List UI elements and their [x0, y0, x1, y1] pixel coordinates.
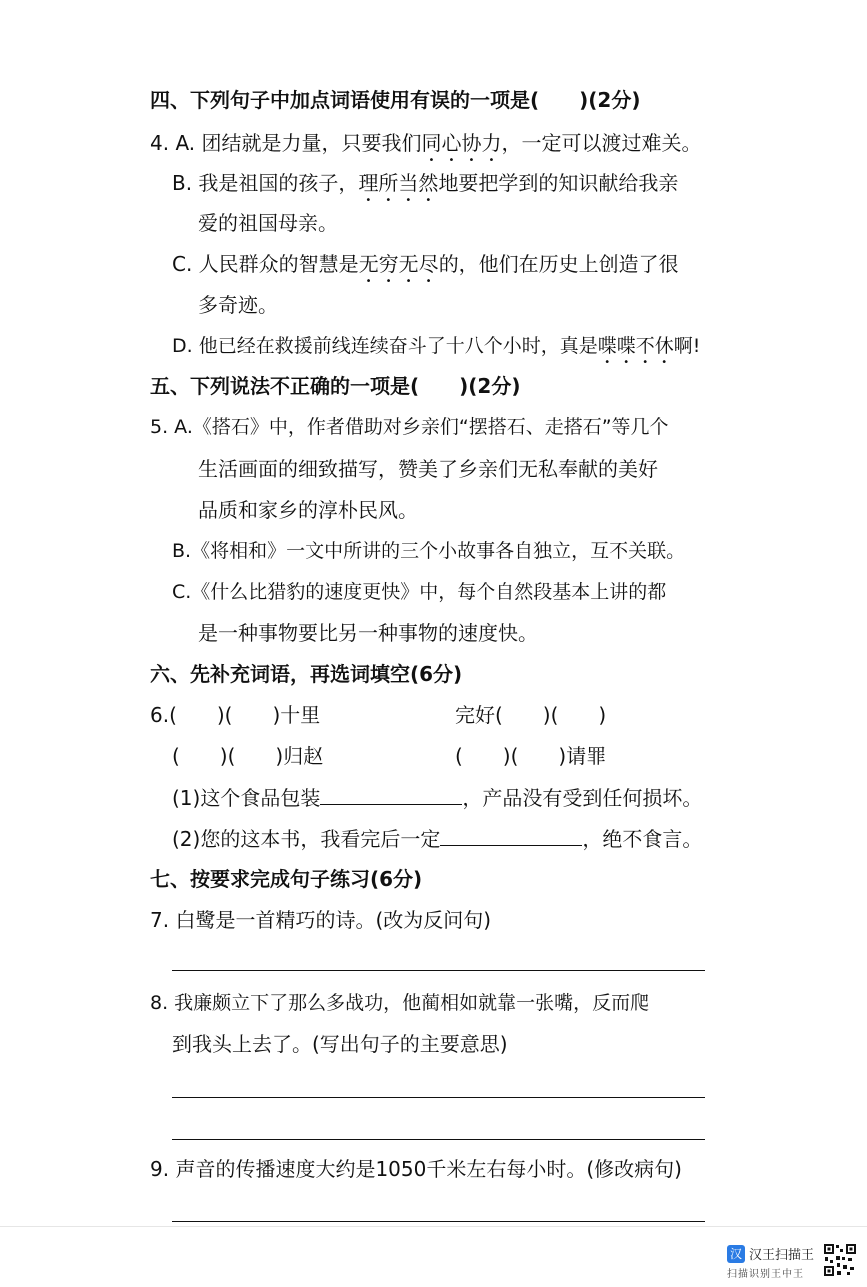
q6-row1-right: 完好( )( ): [455, 703, 607, 727]
page-bottom-divider: [0, 1226, 867, 1227]
q4-option-d: [172, 332, 700, 368]
q5-a-line3: 品质和家乡的淳朴民风。: [198, 498, 418, 522]
q9-answer-line[interactable]: [172, 1221, 705, 1222]
scanner-brand: 汉王扫描王: [749, 1248, 815, 1263]
q6-s2-answer-blank[interactable]: [440, 825, 582, 846]
section-4-heading: 四、下列句子中加点词语使用有误的一项是( )(2分): [150, 88, 641, 112]
q4-a-text: 4. A. 团结就是力量，只要我们: [150, 131, 422, 155]
q5-a-line1: 5. A.《搭石》中，作者借助对乡亲们“摆搭石、走搭石”等几个: [150, 416, 669, 438]
q8-answer-line-1[interactable]: [172, 1097, 705, 1098]
q4-c-text-end: 的，他们在历史上创造了很: [438, 252, 679, 276]
q4-b-text-end: 地要把学到的知识献给我亲: [438, 171, 679, 195]
section-7-heading: 七、按要求完成句子练习(6分): [150, 867, 423, 891]
q6-s1-answer-blank[interactable]: [320, 784, 462, 805]
qr-code-icon: [823, 1243, 857, 1277]
q4-option-c: [172, 250, 679, 287]
q6-row1-left: 6.( )( )十里: [150, 703, 321, 727]
q4-d-dotted-word: 喋喋不休: [597, 335, 674, 357]
q6-row2-left: ( )( )归赵: [172, 744, 324, 768]
q4-d-text-end: 啊!: [673, 335, 701, 357]
section-5-heading: 五、下列说法不正确的一项是( )(2分): [150, 374, 521, 398]
q4-b-dotted-word: 理所当然: [358, 171, 439, 195]
q4-option-a: [150, 129, 701, 166]
q4-option-b: [172, 169, 678, 206]
q4-a-dotted-word: 同心协力: [421, 131, 502, 155]
scanner-tagline: 扫描识别王中王: [727, 1269, 804, 1280]
q8-line1: 8. 我廉颇立下了那么多战功，他蔺相如就靠一张嘴，反而爬: [150, 992, 650, 1014]
q4-d-text: D. 他已经在救援前线连续奋斗了十八个小时，真是: [172, 335, 598, 357]
q6-row2-right: ( )( )请罪: [455, 744, 607, 768]
q5-b-line1: B.《将相和》一文中所讲的三个小故事各自独立，互不关联。: [172, 540, 686, 562]
q6-sentence-2: [172, 825, 702, 853]
q4-c-line2: 多奇迹。: [198, 293, 278, 317]
scanner-logo-icon: 汉: [727, 1245, 745, 1263]
q5-c-line2: 是一种事物要比另一种事物的速度快。: [198, 621, 538, 645]
q4-a-text-end: ，一定可以渡过难关。: [501, 131, 702, 155]
q6-s2-text-end: ，绝不食言。: [582, 827, 703, 851]
q8-line2: 到我头上去了。(写出句子的主要意思): [172, 1032, 508, 1056]
q4-c-text: C. 人民群众的智慧是: [172, 252, 359, 276]
q7-text: 7. 白鹭是一首精巧的诗。(改为反问句): [150, 908, 492, 932]
section-6-heading: 六、先补充词语，再选词填空(6分): [150, 662, 463, 686]
q6-s1-text: (1)这个食品包装: [172, 786, 321, 810]
q6-sentence-1: [172, 784, 702, 812]
q6-s1-text-end: ，产品没有受到任何损坏。: [462, 786, 703, 810]
q5-a-line2: 生活画面的细致描写，赞美了乡亲们无私奉献的美好: [198, 457, 658, 481]
q8-answer-line-2[interactable]: [172, 1139, 705, 1140]
q4-c-dotted-word: 无穷无尽: [358, 252, 439, 276]
scanner-watermark: [727, 1243, 857, 1279]
q4-b-text: B. 我是祖国的孩子，: [172, 171, 359, 195]
q6-s2-text: (2)您的这本书，我看完后一定: [172, 827, 441, 851]
q9-text: 9. 声音的传播速度大约是1050千米左右每小时。(修改病句): [150, 1157, 682, 1181]
q5-c-line1: C.《什么比猎豹的速度更快》中，每个自然段基本上讲的都: [172, 581, 667, 603]
q7-answer-line[interactable]: [172, 970, 705, 971]
q4-b-line2: 爱的祖国母亲。: [198, 211, 338, 235]
